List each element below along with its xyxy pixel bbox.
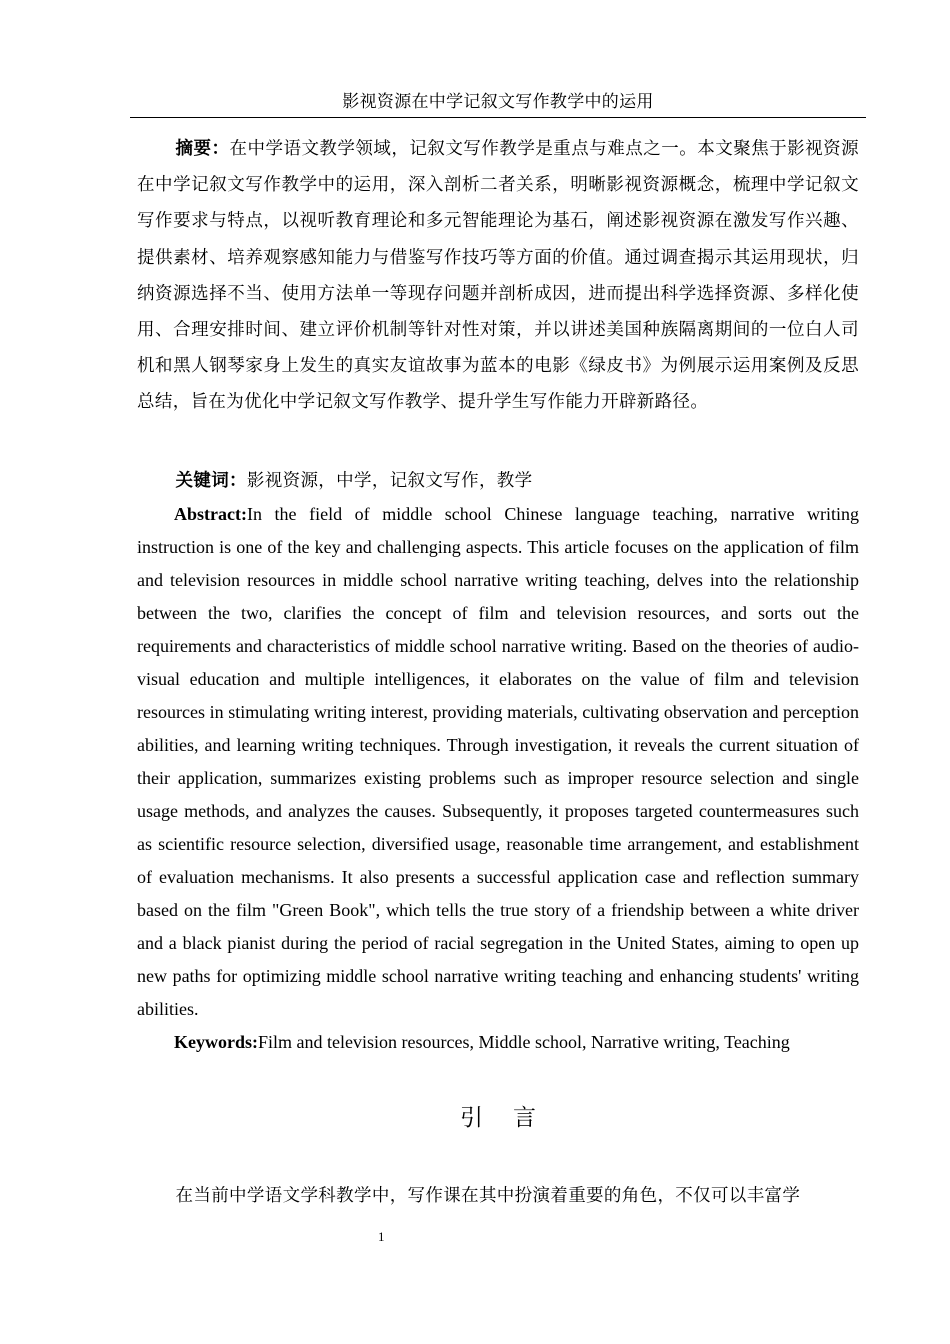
keywords-en-paragraph [137,1026,859,1059]
abstract-zh-text: 在中学语文教学领域，记叙文写作教学是重点与难点之一。本文聚焦于影视资源在中学记叙文写作教学中的运用，深入剖析二者关系，明晰影视资源概念，梳理中学记叙文写作要求与特点，以视听教育理论和多元智能理论为基石，阐述影视资源在激发写作兴趣、提供素材、培养观察感知能力与借鉴写作技巧等方面的价值。通过调查揭示其运用现状，归纳资源选择不当、使用方法单一等现存问题并剖析成因，进而提出科学选择资源、多样化使用、合理安排时间、建立评价机制等针对性对策，并以讲述美国种族隔离期间的一位白人司机和黑人钢琴家身上发生的真实友谊故事为蓝本的电影《绿皮书》为例展示运用案例及反思总结，旨在为优化中学记叙文写作教学、提升学生写作能力开辟新路径。 [137,139,859,413]
keywords-zh-label: 关键词： [175,471,247,491]
abstract-zh-label: 摘要： [175,139,230,159]
abstract-en-label: Abstract: [174,504,247,524]
abstract-en-paragraph [137,498,859,1026]
keywords-zh-text: 影视资源，中学，记叙文写作，教学 [246,471,533,491]
page-number: 1 [378,1229,385,1244]
chinese-abstract [137,131,859,421]
keywords-en-label: Keywords: [174,1032,258,1052]
running-header: 影视资源在中学记叙文写作教学中的运用 [342,92,654,112]
english-keywords [137,1026,859,1059]
introduction-first-line: 在当前中学语文学科教学中，写作课在其中扮演着重要的角色，不仅可以丰富学 [175,1186,801,1206]
abstract-en-text: In the field of middle school Chinese language teaching, narrative writing instruction is one of the key and challenging aspects. This article focuses on the application of film and television resources in middle school narrative writing teaching, delves into the relationship between the two, clarifies the concept of film and television resources, and sorts out the requirements and characteristics of middle school narrative writing. Based on the theories of audio-visual education and multiple intelligences, it elaborates on the value of film and television resources in stimulating writing interest, providing materials, cultivating observation and perception abilities, and learning writing techniques. Through investigation, it reveals the current situation of their application, summarizes existing problems such as improper resource selection and single usage methods, and analyzes the causes. Subsequently, it proposes targeted countermeasures such as scientific resource selection, diversified usage, reasonable time arrangement, and establishment of evaluation mechanisms. It also presents a successful application case and reflection summary based on the film "Green Book", which tells the true story of a friendship between a white driver and a black pianist during the period of racial segregation in the United States, aiming to open up new paths for optimizing middle school narrative writing teaching and enhancing students' writing abilities. [137,504,859,1019]
introduction-body [137,1178,859,1214]
chinese-keywords [137,463,859,499]
english-abstract [137,498,859,1026]
keywords-en-text: Film and television resources, Middle school, Narrative writing, Teaching [258,1032,790,1052]
keywords-zh-paragraph [137,463,859,499]
header-rule [130,117,866,118]
abstract-zh-paragraph [137,131,859,421]
introduction-heading: 引言 [460,1105,566,1131]
